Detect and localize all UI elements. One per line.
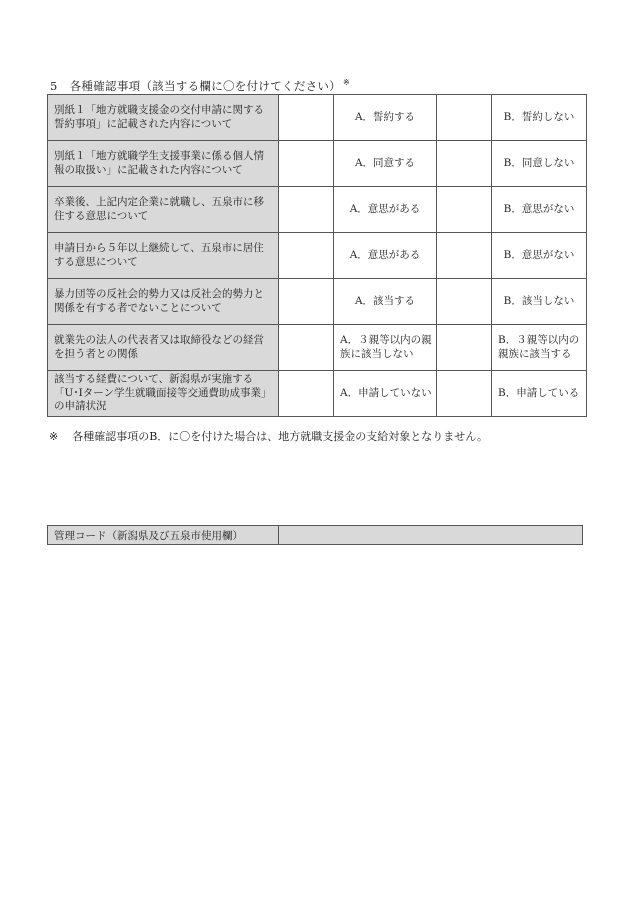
table-row	[48, 141, 587, 187]
option-a-label: A．申請していない	[334, 371, 437, 417]
footnote-text: 各種確認事項のB．に〇を付けた場合は、地方就職支援金の支給対象となりません。	[72, 430, 488, 443]
management-code-table	[47, 525, 583, 545]
circle-entry-a[interactable]	[279, 325, 334, 371]
circle-entry-b[interactable]	[437, 187, 492, 233]
option-b-label: B．意思がない	[492, 187, 587, 233]
question-cell: 別紙１「地方就職支援金の交付申請に関する誓約事項」に記載された内容について	[48, 95, 279, 141]
table-row	[48, 325, 587, 371]
circle-entry-a[interactable]	[279, 95, 334, 141]
table-row	[48, 526, 583, 545]
circle-entry-b[interactable]	[437, 325, 492, 371]
question-cell: 就業先の法人の代表者又は取締役などの経営を担う者との関係	[48, 325, 279, 371]
option-a-label: A．意思がある	[334, 233, 437, 279]
question-cell: 該当する経費について、新潟県が実施する「U･Iターン学生就職面接等交通費助成事業」の申請状況	[48, 371, 279, 417]
option-b-label: B．同意しない	[492, 141, 587, 187]
circle-entry-a[interactable]	[279, 279, 334, 325]
circle-entry-b[interactable]	[437, 95, 492, 141]
management-code-field[interactable]	[279, 526, 583, 545]
section-heading	[50, 78, 350, 94]
section-title: 各種確認事項（該当する欄に〇を付けてください）	[69, 79, 342, 93]
footnote	[49, 428, 488, 444]
section-note-mark: ※	[343, 78, 351, 88]
option-a-label: A．誓約する	[334, 95, 437, 141]
circle-entry-b[interactable]	[437, 233, 492, 279]
table-row	[48, 95, 587, 141]
circle-entry-b[interactable]	[437, 371, 492, 417]
option-a-label: A．同意する	[334, 141, 437, 187]
circle-entry-a[interactable]	[279, 187, 334, 233]
question-cell: 別紙１「地方就職学生支援事業に係る個人情報の取扱い」に記載された内容について	[48, 141, 279, 187]
table-row	[48, 187, 587, 233]
circle-entry-a[interactable]	[279, 233, 334, 279]
circle-entry-a[interactable]	[279, 141, 334, 187]
question-cell: 卒業後、上記内定企業に就職し、五泉市に移住する意思について	[48, 187, 279, 233]
option-b-label: B．申請している	[492, 371, 587, 417]
option-b-label: B．該当しない	[492, 279, 587, 325]
option-b-label: B．３親等以内の親族に該当する	[492, 325, 587, 371]
question-cell: 申請日から５年以上継続して、五泉市に居住する意思について	[48, 233, 279, 279]
circle-entry-b[interactable]	[437, 279, 492, 325]
footnote-mark: ※	[49, 430, 59, 443]
option-a-label: A．該当する	[334, 279, 437, 325]
option-a-label: A．意思がある	[334, 187, 437, 233]
option-b-label: B．誓約しない	[492, 95, 587, 141]
management-code-label: 管理コード（新潟県及び五泉市使用欄）	[48, 526, 279, 545]
option-a-label: A．３親等以内の親族に該当しない	[334, 325, 437, 371]
table-row	[48, 371, 587, 417]
table-row	[48, 279, 587, 325]
table-row	[48, 233, 587, 279]
option-b-label: B．意思がない	[492, 233, 587, 279]
question-cell: 暴力団等の反社会的勢力又は反社会的勢力と関係を有する者でないことについて	[48, 279, 279, 325]
circle-entry-b[interactable]	[437, 141, 492, 187]
section-number: 5	[50, 79, 58, 93]
confirmation-table	[47, 94, 587, 417]
circle-entry-a[interactable]	[279, 371, 334, 417]
